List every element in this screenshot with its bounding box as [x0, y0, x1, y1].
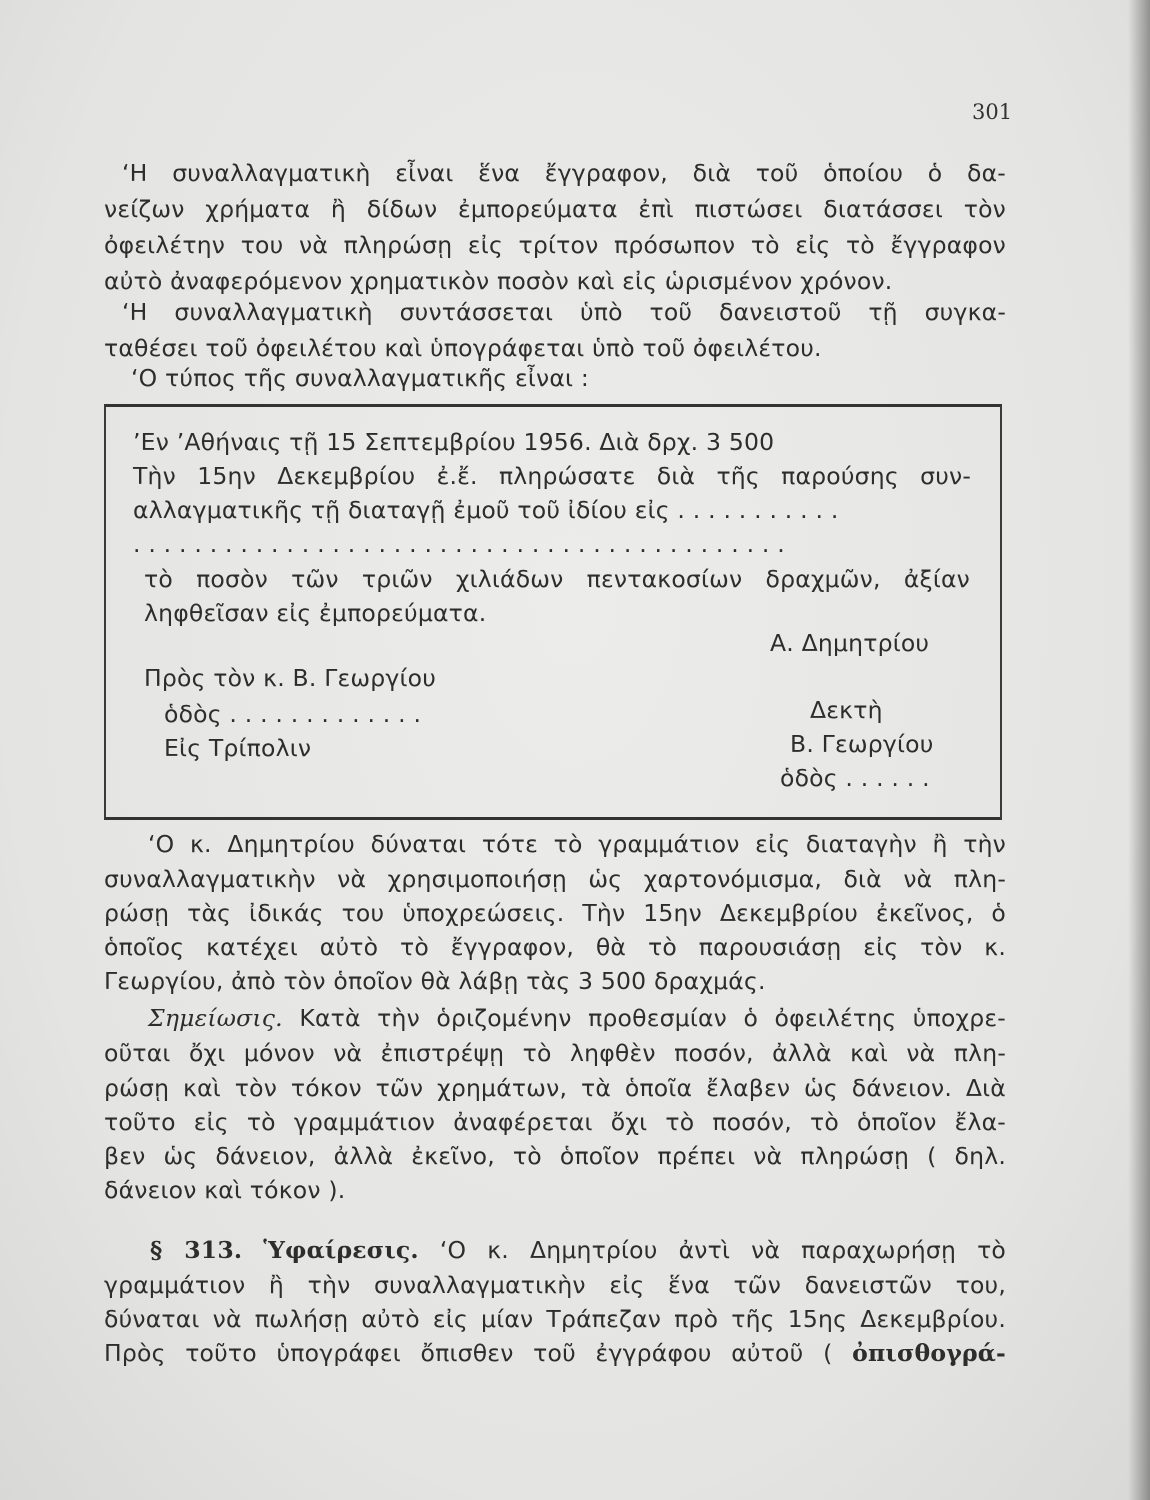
note-line-6: δάνειον καὶ τόκον ).: [104, 1176, 346, 1204]
section-line-4-bold-term: ὀπισθογρά-: [852, 1339, 1007, 1367]
intro-line-5: ‘Η συναλλαγματικὴ συντάσσεται ὑπὸ τοῦ δανειστοῦ τῇ συγκα-: [122, 298, 1006, 326]
note-line-2: οῦται ὄχι μόνον νὰ ἐπιστρέψῃ τὸ ληφθὲν ποσόν, ἀλλὰ καὶ νὰ πλη-: [104, 1039, 1006, 1067]
bill-line-3: αλλαγματικῆς τῇ διαταγῇ ἐμοῦ τοῦ ἰδίου εἰς . . . . . . . . . . .: [133, 496, 839, 524]
bill-addressee-line-1: Πρὸς τὸν κ. Β. Γεωργίου: [144, 664, 437, 692]
after-line-4: ὁποῖος κατέχει αὐτὸ τὸ ἔγγραφον, θὰ τὸ παρουσιάσῃ εἰς τὸν κ.: [104, 933, 1006, 961]
intro-line-7: ‘Ο τύπος τῆς συναλλαγματικῆς εἶναι :: [131, 364, 589, 392]
note-line-3: ρώσῃ καὶ τὸν τόκον τῶν χρημάτων, τὰ ὁποῖα ἔλαβεν ὡς δάνειον. Διὰ: [104, 1074, 1006, 1102]
after-line-5: Γεωργίου, ἀπὸ τὸν ὁποῖον θὰ λάβῃ τὰς 3 500 δραχμάς.: [104, 967, 766, 995]
note-line-4: τοῦτο εἰς τὸ γραμμάτιον ἀναφέρεται ὄχι τὸ ποσόν, τὸ ὁποῖον ἔλα-: [104, 1108, 1006, 1136]
note-line-5: βεν ὡς δάνειον, ἀλλὰ ἐκεῖνο, τὸ ὁποῖον πρέπει νὰ πληρώσῃ ( δηλ.: [104, 1142, 1006, 1170]
note-label: Σημείωσις.: [148, 1004, 283, 1032]
page-edge-shadow: [1128, 0, 1150, 1500]
intro-line-4: αὐτὸ ἀναφερόμενον χρηματικὸν ποσὸν καὶ εἰς ὡρισμένον χρόνον.: [104, 267, 893, 295]
section-line-1-text: ‘Ο κ. Δημητρίου ἀντὶ νὰ παραχωρήσῃ τὸ: [439, 1236, 1007, 1264]
section-line-1: [150, 1235, 1006, 1265]
section-line-3: δύναται νὰ πωλήσῃ αὐτὸ εἰς μίαν Τράπεζαν πρὸ τῆς 15ης Δεκεμβρίου.: [104, 1305, 1006, 1333]
bill-line-2: Τὴν 15ην Δεκεμβρίου ἐ.ἔ. πληρώσατε διὰ τῆς παρούσης συν-: [133, 462, 971, 490]
note-line-1: [148, 1003, 1006, 1033]
after-line-2: συναλλαγματικὴν νὰ χρησιμοποιήσῃ ὡς χαρτονόμισμα, διὰ νὰ πλη-: [104, 865, 1006, 893]
bill-line-6: ληφθεῖσαν εἰς ἐμπορεύματα.: [144, 599, 487, 627]
bill-acceptor-street: ὁδὸς . . . . . .: [780, 764, 930, 792]
bill-line-1: ’Εν ’Αθήναις τῇ 15 Σεπτεμβρίου 1956. Διὰ δρχ. 3 500: [133, 428, 775, 456]
after-line-3: ρώσῃ τὰς ἰδικάς του ὑποχρεώσεις. Τὴν 15ην Δεκεμβρίου ἐκεῖνος, ὁ: [104, 899, 1006, 927]
bill-acceptor-name: Β. Γεωργίου: [790, 730, 934, 758]
after-line-1: ‘Ο κ. Δημητρίου δύναται τότε τὸ γραμμάτιον εἰς διαταγὴν ἢ τὴν: [148, 830, 1006, 858]
bill-addressee-city: Εἰς Τρίπολιν: [164, 734, 312, 762]
section-line-4: [104, 1338, 1006, 1368]
bill-line-5: τὸ ποσὸν τῶν τριῶν χιλιάδων πεντακοσίων δραχμῶν, ἀξίαν: [144, 565, 970, 593]
page-number: 301: [972, 100, 1013, 124]
bill-line-4-dots: . . . . . . . . . . . . . . . . . . . . . . . . . . . . . . . . . . . . . . . . . . .: [133, 530, 785, 558]
bill-acceptance-label: Δεκτὴ: [810, 696, 883, 724]
bill-addressee-street: ὁδὸς . . . . . . . . . . . . .: [164, 700, 422, 728]
intro-line-1: ‘Η συναλλαγματικὴ εἶναι ἕνα ἔγγραφον, διὰ τοῦ ὁποίου ὁ δα-: [122, 159, 1006, 187]
intro-line-6: ταθέσει τοῦ ὀφειλέτου καὶ ὑπογράφεται ὑπὸ τοῦ ὀφειλέτου.: [104, 334, 822, 362]
section-title: Ὑφαίρεσις.: [263, 1236, 419, 1264]
section-number: § 313.: [150, 1236, 243, 1264]
intro-line-2: νείζων χρήματα ἢ δίδων ἐμπορεύματα ἐπὶ πιστώσει διατάσσει τὸν: [104, 195, 1006, 223]
section-line-2: γραμμάτιον ἢ τὴν συναλλαγματικὴν εἰς ἕνα τῶν δανειστῶν του,: [104, 1271, 1006, 1299]
section-line-4-text: Πρὸς τοῦτο ὑπογράφει ὄπισθεν τοῦ ἐγγράφου αὐτοῦ (: [104, 1339, 833, 1367]
intro-line-3: ὀφειλέτην του νὰ πληρώσῃ εἰς τρίτον πρόσωπον τὸ εἰς τὸ ἔγγραφον: [104, 231, 1006, 259]
bill-drawer-signature: Α. Δημητρίου: [770, 629, 930, 657]
note-line-1-text: Κατὰ τὴν ὁριζομένην προθεσμίαν ὁ ὀφειλέτης ὑποχρε-: [299, 1004, 1006, 1032]
